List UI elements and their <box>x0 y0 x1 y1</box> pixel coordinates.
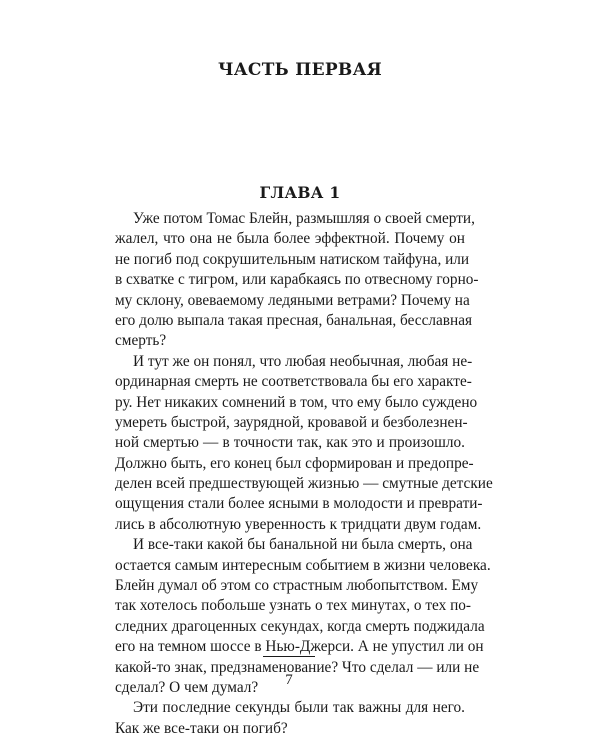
chapter-text <box>115 209 493 739</box>
text-line: ординарная смерть не соответствовала бы его характе- <box>115 373 472 391</box>
paragraph <box>115 209 479 352</box>
text-line: умереть быстрой, заурядной, кровавой и безболезнен- <box>115 413 468 431</box>
text-line: следних драгоценных секундах, когда смерть поджидала <box>115 617 485 635</box>
text-line: Уже потом Томас Блейн, размышляя о своей смерти, <box>133 210 475 227</box>
text-line: лись в абсолютную уверенность к тридцати двум годам. <box>115 515 482 533</box>
text-line: ру. Нет никаких сомнений в том, что ему было суждено <box>115 393 478 411</box>
text-line: ной смертью — в точности так, как это и произошло. <box>115 434 465 452</box>
part-title: ЧАСТЬ ПЕРВАЯ <box>217 60 383 80</box>
text-line: в схватке с тигром, или карабкаясь по отвесному горно- <box>115 271 479 289</box>
paragraph <box>115 352 493 536</box>
text-line: его долю выпала такая пресная, банальная, бесславная <box>115 311 473 329</box>
chapter-title: ГЛАВА 1 <box>259 183 341 202</box>
text-line: остается самым интересным событием в жизни человека. <box>115 556 491 574</box>
page-number: 7 <box>285 672 293 688</box>
text-line: сделал? О чем думал? <box>115 678 259 696</box>
text-line: его на темном шоссе в Нью-Джерси. А не упустил ли он <box>115 638 484 656</box>
text-line: И тут же он понял, что любая необычная, любая не- <box>133 352 473 370</box>
text-line: смерть? <box>115 332 167 350</box>
text-line: жалел, что она не была более эффектной. Почему он <box>115 230 465 248</box>
text-line: Эти последние секунды были так важны для него. <box>133 699 465 717</box>
paragraph <box>115 698 465 739</box>
text-line: какой-то знак, предзнаменование? Что сделал — или не <box>115 658 480 676</box>
text-line: му склону, овеваемому ледяными ветрами? Почему на <box>115 291 470 309</box>
text-line: не погиб под сокрушительным натиском тайфуна, или <box>115 250 470 268</box>
text-line: делен всей предшествующей жизнью — смутные детские <box>115 475 493 493</box>
text-line: Блейн думал об этом со страстным любопытством. Ему <box>115 577 479 595</box>
text-line: Как же все-таки он погиб? <box>115 719 288 737</box>
text-line: ощущения стали более ясными в молодости и преврати- <box>115 495 483 513</box>
text-line: так хотелось побольше узнать о тех минутах, о тех по- <box>115 597 472 615</box>
footer-divider <box>263 656 315 657</box>
text-line: И все-таки какой бы банальной ни была смерть, она <box>133 536 473 554</box>
text-line: Должно быть, его конец был сформирован и предопре- <box>115 454 474 472</box>
